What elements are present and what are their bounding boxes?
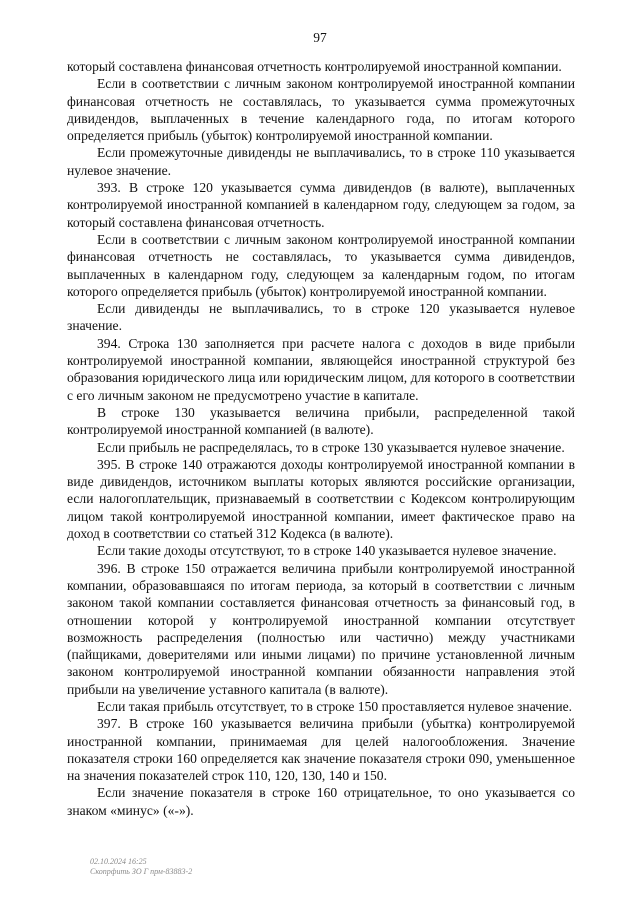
- paragraph: Если значение показателя в строке 160 отрицательное, то оно указывается со знаком «минус» («-»).: [67, 785, 575, 818]
- document-body: [67, 58, 575, 819]
- paragraph: 396. В строке 150 отражается величина прибыли контролируемой иностранной компании, образовавшаяся по итогам периода, за который в соответствии с личным законом такой компании составляется финансовая отчетность за финансовый год, в отношении которой у контролируемой иностранной компании отсутствует возможность распределения (полностью или частично) между участниками (пайщиками, доверителями или иными лицами) по причине установленной личным законом контролируемой иностранной компании обязанности направления этой прибыли на увеличение уставного капитала (в валюте).: [67, 560, 575, 697]
- paragraph: Если прибыль не распределялась, то в строке 130 указывается нулевое значение.: [97, 439, 565, 455]
- paragraph: 393. В строке 120 указывается сумма дивидендов (в валюте), выплаченных контролируемой иностранной компанией в календарном году, следующем за годом, за который составлена финансовая отчетность.: [67, 180, 575, 230]
- page-number: 97: [313, 30, 327, 45]
- paragraph: Если промежуточные дивиденды не выплачивались, то в строке 110 указывается нулевое значение.: [67, 145, 575, 178]
- paragraph: 394. Строка 130 заполняется при расчете налога с доходов в виде прибыли контролируемой иностранной компании, являющейся иностранной структурой без образования юридического лица или юридическим лицом, для которого в соответствии с его личным законом не предусмотрено участие в капитале.: [67, 335, 575, 403]
- paragraph: 397. В строке 160 указывается величина прибыли (убытка) контролируемой иностранной компании, принимаемая для целей налогообложения. Значение показателя строки 160 определяется как значение показателя строки 090, уменьшенное на значения показателей строк 110, 120, 130, 140 и 150.: [67, 716, 575, 784]
- paragraph: Если в соответствии с личным законом контролируемой иностранной компании финансовая отчетность не составлялась, то указывается сумма дивидендов, выплаченных в календарном году, следующем за календарным годом, по итогам которого определяется прибыль (убыток) контролируемой иностранной компании.: [67, 231, 575, 299]
- paragraph: 395. В строке 140 отражаются доходы контролируемой иностранной компании в виде дивидендов, источником выплаты которых являются российские организации, если налогоплательщик, признаваемый в соответствии с Кодексом контролирующим лицом такой контролируемой иностранной компании, имеет фактическое право на доход в соответствии со статьей 312 Кодекса (в валюте).: [67, 456, 575, 542]
- paragraph: Если в соответствии с личным законом контролируемой иностранной компании финансовая отчетность не составлялась, то указывается сумма промежуточных дивидендов, выплаченных в течение календарного года, по итогам которого определяется прибыль (убыток) контролируемой иностранной компании.: [67, 76, 575, 144]
- document-footer-stamp: [90, 857, 192, 877]
- paragraph: который составлена финансовая отчетность контролируемой иностранной компании.: [67, 59, 562, 74]
- footer-timestamp: 02.10.2024 16:25: [90, 857, 147, 866]
- footer-reference: Скопрфить ЗО Г прм-83883-2: [90, 867, 193, 876]
- paragraph: В строке 130 указывается величина прибыли, распределенной такой контролируемой иностранной компанией (в валюте).: [67, 404, 575, 438]
- paragraph: Если такие доходы отсутствуют, то в строке 140 указывается нулевое значение.: [97, 543, 557, 559]
- paragraph: Если такая прибыль отсутствует, то в строке 150 проставляется нулевое значение.: [97, 698, 573, 714]
- paragraph: Если дивиденды не выплачивались, то в строке 120 указывается нулевое значение.: [67, 301, 575, 334]
